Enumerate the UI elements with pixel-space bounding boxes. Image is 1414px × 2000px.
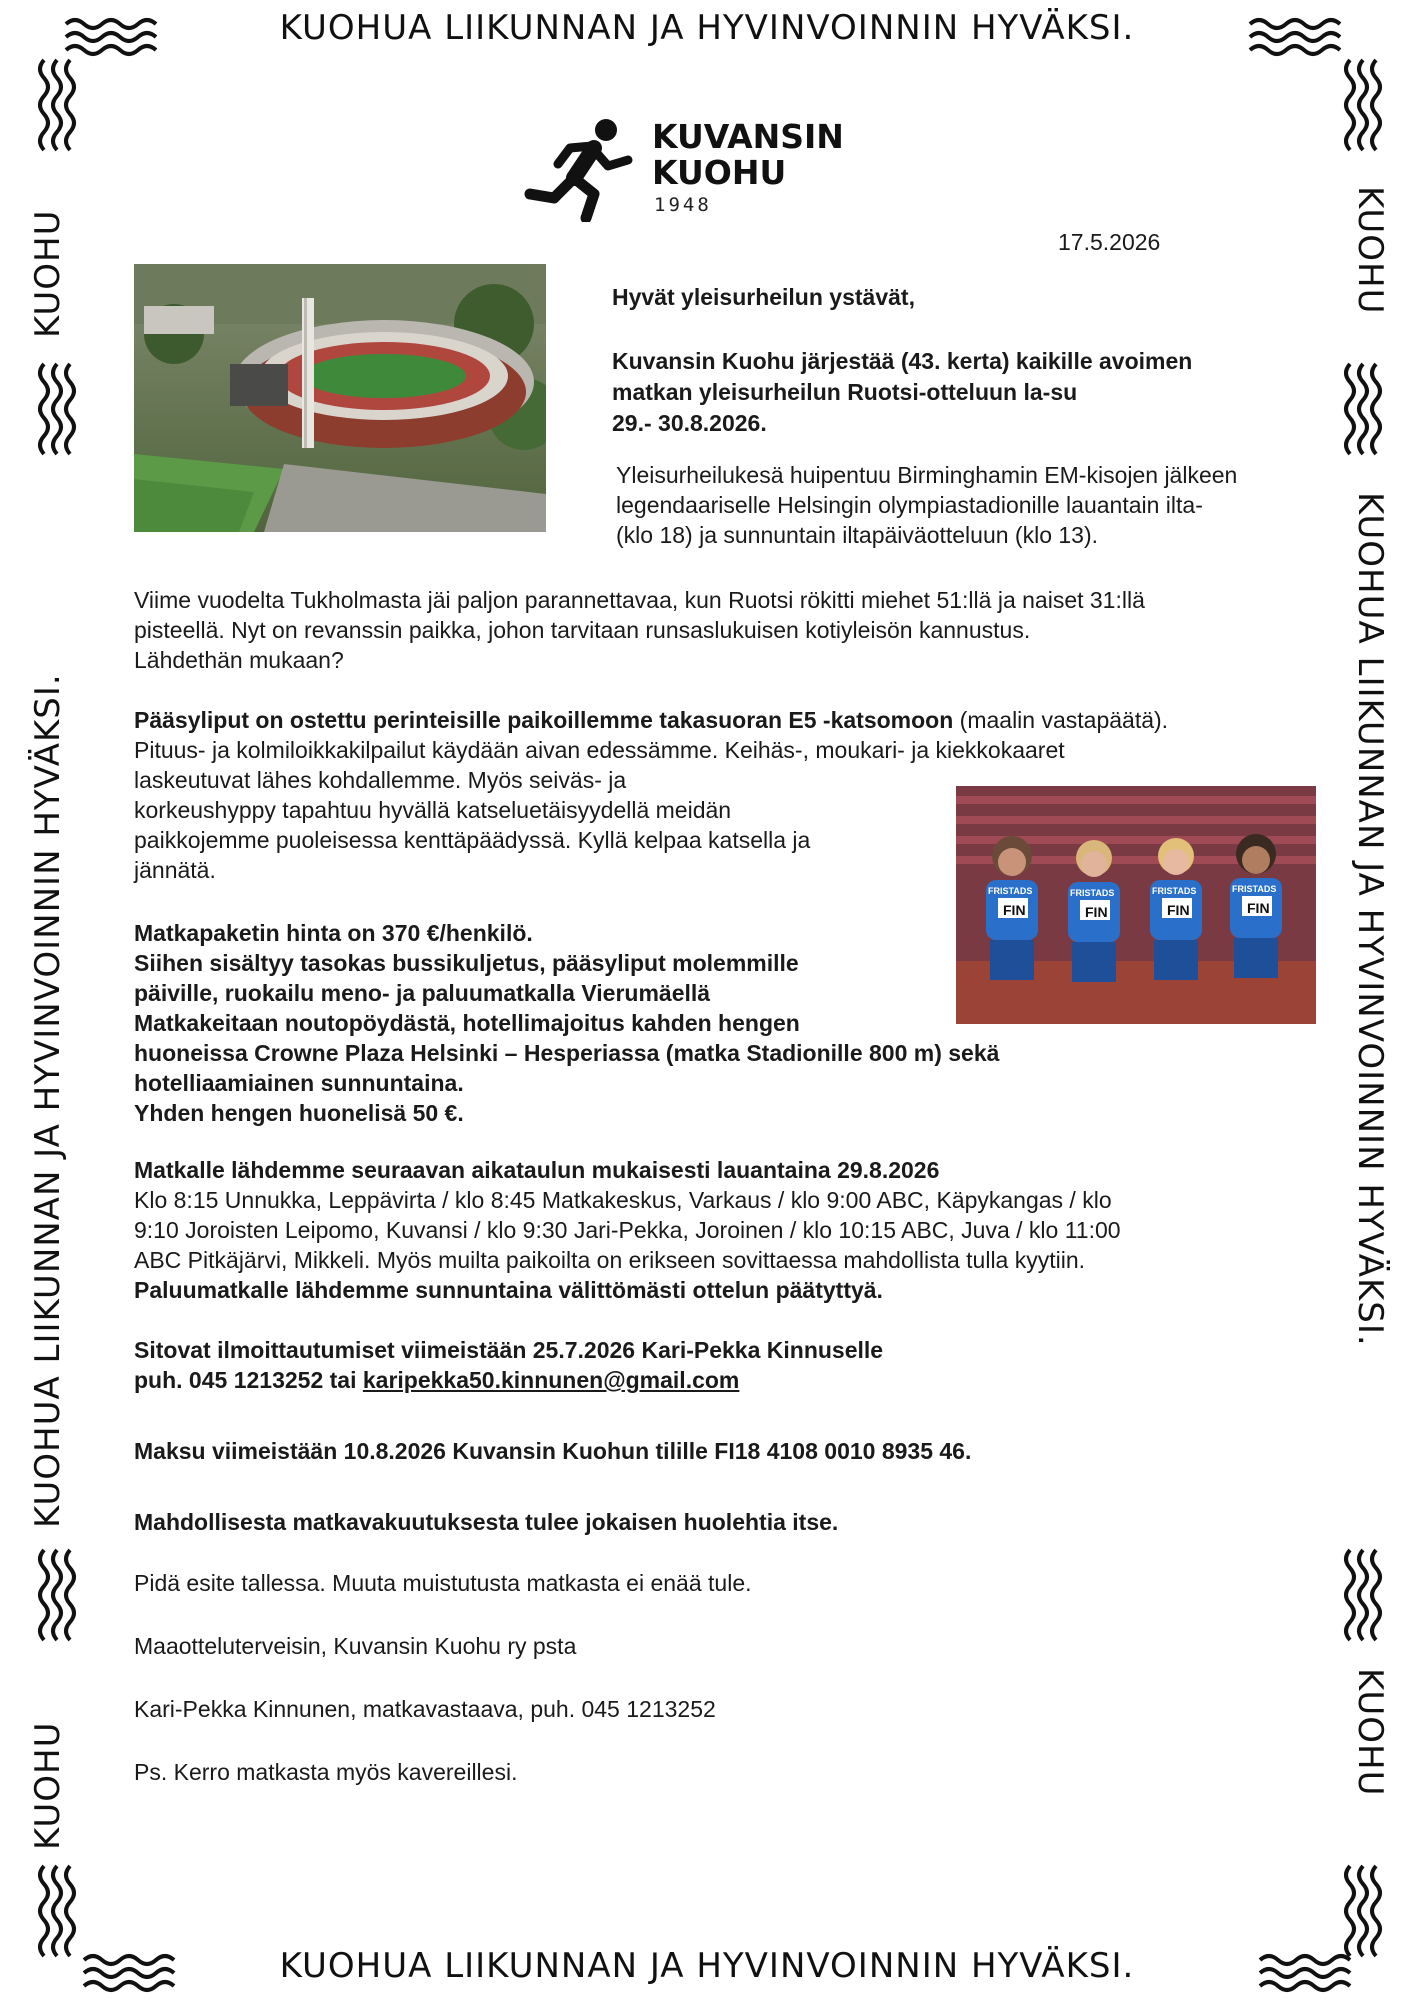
intro-bold-3: 29.- 30.8.2026. bbox=[612, 410, 767, 436]
wave-ornament-left-4 bbox=[34, 1862, 80, 1972]
wave-ornament-left-1 bbox=[34, 56, 80, 166]
wave-ornament-left-2 bbox=[34, 360, 80, 470]
bib-label-2: FIN bbox=[1085, 904, 1108, 920]
bib-label-3: FIN bbox=[1167, 902, 1190, 918]
letter-date: 17.5.2026 bbox=[1058, 229, 1161, 255]
closing-greeting: Maaotteluterveisin, Kuvansin Kuohu ry psta bbox=[134, 1633, 577, 1659]
package-line-6: hotelliaamiainen sunnuntaina. bbox=[134, 1070, 464, 1096]
wave-ornament-right-3 bbox=[1340, 1546, 1386, 1656]
wave-ornament-right-4 bbox=[1340, 1862, 1386, 1972]
schedule-line-1: Klo 8:15 Unnukka, Leppävirta / klo 8:45 Matkakeskus, Varkaus / klo 9:00 ABC, Käpykangas / klo bbox=[134, 1187, 1112, 1213]
revenge-line-1: Viime vuodelta Tukholmasta jäi paljon parannettavaa, kun Ruotsi rökitti miehet 51:llä ja naiset 31:llä bbox=[134, 587, 1145, 613]
border-slogan-top: KUOHUA LIIKUNNAN JA HYVINVOINNIN HYVÄKSI. bbox=[279, 8, 1135, 48]
insurance-info: Mahdollisesta matkavakuutuksesta tulee jokaisen huolehtia itse. bbox=[134, 1509, 839, 1535]
border-right-kuohu-top: KUOHU bbox=[1350, 186, 1390, 315]
border-left-slogan: KUOHUA LIIKUNNAN JA HYVINVOINNIN HYVÄKSI. bbox=[28, 673, 68, 1528]
athletes-photo bbox=[956, 786, 1316, 1024]
stadium-photo bbox=[134, 264, 546, 532]
intro-para-1: Yleisurheilukesä huipentuu Birminghamin EM-kisojen jälkeen bbox=[616, 462, 1238, 488]
payment-info: Maksu viimeistään 10.8.2026 Kuvansin Kuohun tilille FI18 4108 0010 8935 46. bbox=[134, 1438, 972, 1464]
tickets-line-6: jännätä. bbox=[134, 857, 216, 883]
runner-logo-icon bbox=[524, 118, 636, 222]
bib-sponsor-2: FRISTADS bbox=[1070, 888, 1115, 898]
schedule-line-3: ABC Pitkäjärvi, Mikkeli. Myös muilta paikoilta on erikseen sovittaessa mahdollista tulla kyytiin. bbox=[134, 1247, 1086, 1273]
tickets-line-4: korkeushyppy tapahtuu hyvällä katseluetäisyydellä meidän bbox=[134, 797, 732, 823]
registration-email-link[interactable]: karipekka50.kinnunen@gmail.com bbox=[362, 1367, 740, 1393]
logo-name-line2: KUOHU bbox=[652, 153, 787, 192]
intro-para-2: legendaariselle Helsingin olympiastadionille lauantain ilta- bbox=[616, 492, 1203, 518]
wave-ornament-right-2 bbox=[1340, 360, 1386, 470]
bib-label-4: FIN bbox=[1247, 900, 1270, 916]
schedule-line-2: 9:10 Joroisten Leipomo, Kuvansi / klo 9:30 Jari-Pekka, Joroinen / klo 10:15 ABC, Juva / klo 11:00 bbox=[134, 1217, 1121, 1243]
wave-ornament-top-right bbox=[1246, 14, 1356, 60]
signature: Kari-Pekka Kinnunen, matkavastaava, puh. 045 1213252 bbox=[134, 1696, 716, 1722]
tickets-line-2: Pituus- ja kolmiloikkakilpailut käydään aivan edessämme. Keihäs-, moukari- ja kiekkokaaret bbox=[134, 737, 1065, 763]
registration-line-2 bbox=[134, 1365, 739, 1395]
package-line-3: päiville, ruokailu meno- ja paluumatkalla Vierumäellä bbox=[134, 980, 711, 1006]
border-left-kuohu-bottom: KUOHU bbox=[28, 1721, 68, 1850]
schedule-return: Paluumatkalle lähdemme sunnuntaina välittömästi ottelun päätyttyä. bbox=[134, 1277, 883, 1303]
intro-bold-1: Kuvansin Kuohu järjestää (43. kerta) kaikille avoimen bbox=[612, 348, 1193, 374]
intro-para-3: (klo 18) ja sunnuntain iltapäiväotteluun (klo 13). bbox=[616, 522, 1099, 548]
border-slogan-bottom: KUOHUA LIIKUNNAN JA HYVINVOINNIN HYVÄKSI. bbox=[279, 1946, 1135, 1986]
package-price: Matkapaketin hinta on 370 €/henkilö. bbox=[134, 920, 533, 946]
tickets-line-1 bbox=[134, 705, 1168, 735]
wave-ornament-top-left bbox=[62, 14, 172, 60]
wave-ornament-bottom-left bbox=[80, 1950, 190, 1996]
bib-sponsor-3: FRISTADS bbox=[1152, 886, 1197, 896]
logo-name-line1: KUVANSIN bbox=[652, 117, 844, 156]
schedule-heading: Matkalle lähdemme seuraavan aikataulun mukaisesti lauantaina 29.8.2026 bbox=[134, 1157, 940, 1183]
tickets-line-3: laskeutuvat lähes kohdallemme. Myös seiväs- ja bbox=[134, 767, 627, 793]
border-right-slogan: KUOHUA LIIKUNNAN JA HYVINVOINNIN HYVÄKSI. bbox=[1350, 492, 1390, 1347]
package-single-room: Yhden hengen huonelisä 50 €. bbox=[134, 1100, 464, 1126]
registration-line-1: Sitovat ilmoittautumiset viimeistään 25.7.2026 Kari-Pekka Kinnuselle bbox=[134, 1337, 884, 1363]
wave-ornament-left-3 bbox=[34, 1546, 80, 1656]
border-left-kuohu-top: KUOHU bbox=[28, 209, 68, 338]
revenge-line-3: Lähdethän mukaan? bbox=[134, 647, 344, 673]
package-line-5: huoneissa Crowne Plaza Helsinki – Hesperiassa (matka Stadionille 800 m) sekä bbox=[134, 1040, 1000, 1066]
greeting: Hyvät yleisurheilun ystävät, bbox=[612, 284, 915, 310]
logo-year: 1948 bbox=[654, 194, 712, 216]
registration-phone: puh. 045 1213252 tai bbox=[134, 1367, 363, 1393]
bib-sponsor-4: FRISTADS bbox=[1232, 884, 1277, 894]
package-line-4: Matkakeitaan noutopöydästä, hotellimajoitus kahden hengen bbox=[134, 1010, 800, 1036]
revenge-line-2: pisteellä. Nyt on revanssin paikka, johon tarvitaan runsaslukuisen kotiyleisön kannustus. bbox=[134, 617, 1031, 643]
package-line-2: Siihen sisältyy tasokas bussikuljetus, pääsyliput molemmille bbox=[134, 950, 799, 976]
wave-ornament-right-1 bbox=[1340, 56, 1386, 166]
tickets-rest: (maalin vastapäätä). bbox=[953, 707, 1169, 733]
postscript: Ps. Kerro matkasta myös kavereillesi. bbox=[134, 1759, 518, 1785]
bib-sponsor-1: FRISTADS bbox=[988, 886, 1033, 896]
intro-bold-2: matkan yleisurheilun Ruotsi-otteluun la-su bbox=[612, 379, 1078, 405]
keep-notice: Pidä esite tallessa. Muuta muistutusta matkasta ei enää tule. bbox=[134, 1570, 752, 1596]
border-right-kuohu-bottom: KUOHU bbox=[1350, 1668, 1390, 1797]
bib-label-1: FIN bbox=[1003, 902, 1026, 918]
tickets-line-5: paikkojemme puoleisessa kenttäpäädyssä. Kyllä kelpaa katsella ja bbox=[134, 827, 811, 853]
tickets-bold: Pääsyliput on ostettu perinteisille paikoillemme takasuoran E5 -katsomoon bbox=[134, 707, 954, 733]
